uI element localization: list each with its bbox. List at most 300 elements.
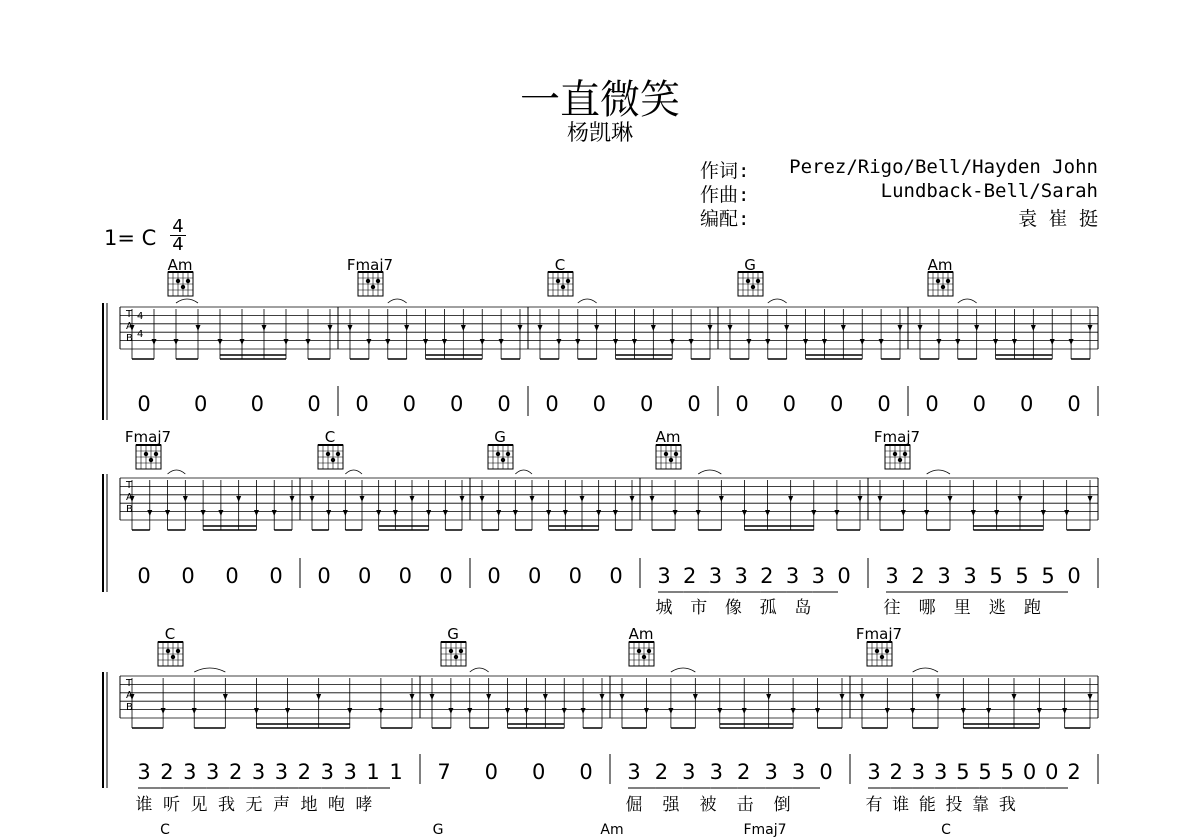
time-signature-bottom: 4 xyxy=(170,235,186,254)
strum-arrow-icon xyxy=(746,339,751,345)
strum-arrow-icon xyxy=(496,510,501,516)
strum-arrow-icon xyxy=(860,339,865,345)
strum-arrow-icon xyxy=(201,510,206,516)
jianpu-note: 3 xyxy=(137,760,151,784)
jianpu-note: 3 xyxy=(963,564,977,588)
strum-arrow-icon xyxy=(218,510,223,516)
strum-arrow-icon xyxy=(788,496,793,502)
strum-arrow-icon xyxy=(834,510,839,516)
jianpu-note: 0 xyxy=(449,392,464,416)
strum-arrow-icon xyxy=(513,510,518,516)
strum-arrow-icon xyxy=(518,325,523,331)
strum-arrow-icon xyxy=(284,339,289,345)
lyric-char: 逃 xyxy=(988,598,1006,618)
finger-dot-icon xyxy=(647,649,651,653)
lyric-char: 能 xyxy=(918,795,936,815)
strum-arrow-icon xyxy=(717,708,722,714)
strum-arrow-icon xyxy=(430,694,435,700)
jianpu-note: 3 xyxy=(251,760,266,784)
strum-arrow-icon xyxy=(1031,325,1036,331)
strum-arrow-icon xyxy=(310,496,315,502)
jianpu-note: 0 xyxy=(1067,564,1081,588)
strum-arrow-icon xyxy=(644,708,649,714)
finger-dot-icon xyxy=(326,452,330,456)
jianpu-note: 0 xyxy=(527,564,542,588)
strum-arrow-icon xyxy=(765,510,770,516)
finger-dot-icon xyxy=(144,452,148,456)
strum-arrow-icon xyxy=(174,339,179,345)
strum-arrow-icon xyxy=(240,339,245,345)
jianpu-note: 2 xyxy=(889,760,903,784)
strum-arrow-icon xyxy=(765,339,770,345)
strum-arrow-icon xyxy=(467,708,472,714)
strum-arrow-icon xyxy=(326,510,331,516)
strum-arrow-icon xyxy=(961,708,966,714)
jianpu-note: 5 xyxy=(989,564,1003,588)
strum-arrow-icon xyxy=(719,496,724,502)
jianpu-note: 5 xyxy=(1000,760,1015,784)
strum-arrow-icon xyxy=(600,694,605,700)
chord-name: C xyxy=(554,256,566,274)
finger-dot-icon xyxy=(454,655,458,659)
chord-name: Fmaj7 xyxy=(346,256,394,274)
strum-arrow-icon xyxy=(404,325,409,331)
jianpu-note: 0 xyxy=(269,564,283,588)
strum-arrow-icon xyxy=(766,694,771,700)
jianpu-note: 2 xyxy=(297,760,312,784)
jianpu-note: 2 xyxy=(911,564,925,588)
tie-arc xyxy=(958,299,977,303)
jianpu-note: 0 xyxy=(837,564,851,588)
strum-arrow-icon xyxy=(223,694,228,700)
jianpu-note: 0 xyxy=(439,564,453,588)
strum-arrow-icon xyxy=(1018,496,1023,502)
finger-dot-icon xyxy=(376,279,380,283)
strum-arrow-icon xyxy=(306,339,311,345)
strum-arrow-icon xyxy=(562,708,567,714)
jianpu-note: 3 xyxy=(933,760,948,784)
jianpu-note: 0 xyxy=(225,564,239,588)
jianpu-note: 0 xyxy=(592,392,607,416)
finger-dot-icon xyxy=(664,452,668,456)
strum-arrow-icon xyxy=(556,339,561,345)
strum-arrow-icon xyxy=(993,339,998,345)
strum-arrow-icon xyxy=(410,496,415,502)
tie-arc xyxy=(927,470,950,474)
tie-arc xyxy=(345,470,362,474)
tie-arc xyxy=(671,668,695,672)
tie-arc xyxy=(388,299,407,303)
finger-dot-icon xyxy=(642,655,646,659)
tab-letter-t: T xyxy=(126,480,133,491)
finger-dot-icon xyxy=(893,452,897,456)
strum-arrow-icon xyxy=(581,708,586,714)
finger-dot-icon xyxy=(501,458,505,462)
jianpu-note: 3 xyxy=(764,760,778,784)
chord-name: G xyxy=(494,428,506,446)
strum-arrow-icon xyxy=(192,708,197,714)
lyric-char: 无 xyxy=(245,795,263,815)
jianpu-note: 0 xyxy=(925,392,939,416)
strum-arrow-icon xyxy=(803,339,808,345)
jianpu-note: 0 xyxy=(484,760,499,784)
strum-arrow-icon xyxy=(742,708,747,714)
jianpu-note: 0 xyxy=(829,392,844,416)
tie-arc xyxy=(578,299,597,303)
jianpu-note: 2 xyxy=(760,564,774,588)
strum-arrow-icon xyxy=(316,694,321,700)
lyric-char: 城 xyxy=(655,598,673,618)
strum-arrow-icon xyxy=(575,339,580,345)
strum-arrow-icon xyxy=(670,339,675,345)
jianpu-note: 3 xyxy=(911,760,926,784)
strum-arrow-icon xyxy=(236,496,241,502)
jianpu-note: 3 xyxy=(791,760,806,784)
jianpu-note: 0 xyxy=(402,392,417,416)
lyric-char: 像 xyxy=(724,598,742,618)
lyric-char: 谁 xyxy=(892,795,910,815)
finger-dot-icon xyxy=(556,279,560,283)
lyric-char: 岛 xyxy=(794,598,812,618)
strum-arrow-icon xyxy=(1041,510,1046,516)
jianpu-note: 3 xyxy=(785,564,800,588)
lyric-char: 里 xyxy=(953,598,971,618)
finger-dot-icon xyxy=(566,279,570,283)
strum-arrow-icon xyxy=(898,325,903,331)
strum-arrow-icon xyxy=(696,510,701,516)
chord-name: C xyxy=(160,822,170,838)
strum-arrow-icon xyxy=(885,708,890,714)
strum-arrow-icon xyxy=(272,510,277,516)
jianpu-note: 5 xyxy=(956,760,970,784)
strum-arrow-icon xyxy=(486,694,491,700)
finger-dot-icon xyxy=(561,285,565,289)
strum-arrow-icon xyxy=(499,339,504,345)
strum-arrow-icon xyxy=(285,708,290,714)
chord-name: Fmaj7 xyxy=(124,428,172,446)
strum-arrow-icon xyxy=(480,339,485,345)
strum-arrow-icon xyxy=(1064,510,1069,516)
strum-arrow-icon xyxy=(948,496,953,502)
strum-arrow-icon xyxy=(668,708,673,714)
strum-arrow-icon xyxy=(994,510,999,516)
jianpu-note: 0 xyxy=(639,392,654,416)
chord-name: C xyxy=(324,428,336,446)
tab-letter-b: B xyxy=(126,333,133,344)
jianpu-note: 0 xyxy=(497,392,511,416)
finger-dot-icon xyxy=(946,279,950,283)
jianpu-note: 3 xyxy=(274,760,289,784)
lyric-char: 孤 xyxy=(759,598,777,618)
strum-arrow-icon xyxy=(262,325,267,331)
finger-dot-icon xyxy=(746,279,750,283)
jianpu-note: 3 xyxy=(867,760,881,784)
strum-arrow-icon xyxy=(328,325,333,331)
strum-arrow-icon xyxy=(538,325,543,331)
strum-arrow-icon xyxy=(1012,339,1017,345)
strum-arrow-icon xyxy=(878,496,883,502)
strum-arrow-icon xyxy=(936,339,941,345)
strum-arrow-icon xyxy=(442,339,447,345)
strum-arrow-icon xyxy=(858,496,863,502)
tie-arc xyxy=(176,299,198,303)
jianpu-note: 0 xyxy=(531,760,546,784)
strum-arrow-icon xyxy=(632,339,637,345)
strum-arrow-icon xyxy=(480,496,485,502)
strum-arrow-icon xyxy=(650,496,655,502)
jianpu-note: 0 xyxy=(357,564,372,588)
chord-name: C xyxy=(164,625,176,643)
strum-arrow-icon xyxy=(1088,496,1093,502)
strum-arrow-icon xyxy=(613,339,618,345)
lyric-char: 倒 xyxy=(773,795,791,815)
strum-arrow-icon xyxy=(860,694,865,700)
lyric-char: 我 xyxy=(217,795,235,815)
jianpu-note: 3 xyxy=(627,760,641,784)
chord-name: Am xyxy=(927,256,953,274)
finger-dot-icon xyxy=(186,279,190,283)
jianpu-note: 0 xyxy=(137,564,151,588)
jianpu-note: 5 xyxy=(1041,564,1055,588)
strum-arrow-icon xyxy=(343,510,348,516)
finger-dot-icon xyxy=(751,285,755,289)
jianpu-note: 2 xyxy=(683,564,697,588)
strum-arrow-icon xyxy=(546,510,551,516)
strum-arrow-icon xyxy=(290,496,295,502)
jianpu-note: 3 xyxy=(320,760,334,784)
strum-arrow-icon xyxy=(613,510,618,516)
lyric-char: 被 xyxy=(699,795,717,815)
tie-arc xyxy=(913,668,938,672)
tab-time-signature-bottom: 4 xyxy=(137,329,144,340)
jianpu-note: 0 xyxy=(609,564,623,588)
jianpu-note: 2 xyxy=(160,760,174,784)
strum-arrow-icon xyxy=(924,510,929,516)
jianpu-note: 2 xyxy=(654,760,669,784)
strum-arrow-icon xyxy=(563,510,568,516)
jianpu-note: 0 xyxy=(687,392,701,416)
finger-dot-icon xyxy=(880,655,884,659)
credit-value: Lundback-Bell/Sarah xyxy=(880,180,1098,202)
jianpu-note: 7 xyxy=(437,760,451,784)
jianpu-note: 3 xyxy=(811,564,825,588)
lyric-char: 哮 xyxy=(355,795,373,815)
strum-arrow-icon xyxy=(728,325,733,331)
jianpu-note: 0 xyxy=(181,564,195,588)
jianpu-note: 3 xyxy=(937,564,951,588)
lyric-char: 见 xyxy=(190,795,208,815)
finger-dot-icon xyxy=(149,458,153,462)
jianpu-note: 3 xyxy=(343,760,357,784)
strum-arrow-icon xyxy=(1062,708,1067,714)
strum-arrow-icon xyxy=(1088,325,1093,331)
lyric-char: 市 xyxy=(690,598,708,618)
lyric-char: 往 xyxy=(883,598,901,618)
jianpu-note: 1 xyxy=(389,760,403,784)
jianpu-note: 0 xyxy=(355,392,369,416)
finger-dot-icon xyxy=(936,279,940,283)
finger-dot-icon xyxy=(496,452,500,456)
strum-arrow-icon xyxy=(708,325,713,331)
strum-arrow-icon xyxy=(505,708,510,714)
tab-letter-a: A xyxy=(126,321,133,332)
finger-dot-icon xyxy=(176,279,180,283)
tie-arc xyxy=(168,470,186,474)
tie-arc xyxy=(194,668,225,672)
finger-dot-icon xyxy=(459,649,463,653)
strum-arrow-icon xyxy=(530,496,535,502)
jianpu-note: 0 xyxy=(487,564,501,588)
finger-dot-icon xyxy=(331,458,335,462)
chord-name: Fmaj7 xyxy=(855,625,903,643)
finger-dot-icon xyxy=(885,649,889,653)
chord-name: G xyxy=(744,256,756,274)
jianpu-note: 0 xyxy=(545,392,559,416)
tie-arc xyxy=(698,470,721,474)
tab-letter-t: T xyxy=(126,309,133,320)
finger-dot-icon xyxy=(371,285,375,289)
chord-name: G xyxy=(447,625,459,643)
strum-arrow-icon xyxy=(366,339,371,345)
finger-dot-icon xyxy=(669,458,673,462)
tab-letter-a: A xyxy=(126,492,133,503)
credit-label: 编配: xyxy=(700,208,750,230)
strum-arrow-icon xyxy=(348,325,353,331)
strum-arrow-icon xyxy=(1050,339,1055,345)
chord-name: Am xyxy=(600,822,624,838)
jianpu-note: 3 xyxy=(885,564,899,588)
jianpu-note: 0 xyxy=(307,392,321,416)
strum-arrow-icon xyxy=(378,708,383,714)
strum-arrow-icon xyxy=(393,510,398,516)
jianpu-note: 0 xyxy=(398,564,413,588)
strum-arrow-icon xyxy=(183,496,188,502)
strum-arrow-icon xyxy=(360,496,365,502)
finger-dot-icon xyxy=(366,279,370,283)
strum-arrow-icon xyxy=(448,708,453,714)
jianpu-note: 0 xyxy=(1067,392,1081,416)
strum-arrow-icon xyxy=(784,325,789,331)
finger-dot-icon xyxy=(637,649,641,653)
credit-label: 作词: xyxy=(700,160,750,182)
finger-dot-icon xyxy=(336,452,340,456)
strum-arrow-icon xyxy=(955,339,960,345)
credit-value: Perez/Rigo/Bell/Hayden John xyxy=(789,156,1098,178)
lyric-char: 靠 xyxy=(972,795,990,815)
lyric-char: 哪 xyxy=(918,598,936,618)
strum-arrow-icon xyxy=(974,325,979,331)
jianpu-note: 0 xyxy=(735,392,749,416)
strum-arrow-icon xyxy=(423,339,428,345)
chord-name: Fmaj7 xyxy=(873,428,921,446)
strum-arrow-icon xyxy=(147,510,152,516)
strum-arrow-icon xyxy=(673,510,678,516)
chord-name: G xyxy=(432,822,444,838)
jianpu-note: 5 xyxy=(1015,564,1029,588)
lyric-char: 强 xyxy=(662,795,680,815)
strum-arrow-icon xyxy=(811,510,816,516)
strum-arrow-icon xyxy=(918,325,923,331)
strum-arrow-icon xyxy=(630,496,635,502)
finger-dot-icon xyxy=(166,649,170,653)
chord-name: Am xyxy=(167,256,193,274)
strum-arrow-icon xyxy=(689,339,694,345)
strum-arrow-icon xyxy=(1037,708,1042,714)
strum-arrow-icon xyxy=(254,708,259,714)
strum-arrow-icon xyxy=(901,510,906,516)
strum-arrow-icon xyxy=(196,325,201,331)
lyric-char: 听 xyxy=(162,795,180,815)
jianpu-note: 0 xyxy=(568,564,583,588)
jianpu-note: 0 xyxy=(250,392,265,416)
strum-arrow-icon xyxy=(161,708,166,714)
jianpu-note: 2 xyxy=(1067,760,1081,784)
jianpu-note: 0 xyxy=(137,392,151,416)
strum-arrow-icon xyxy=(385,339,390,345)
lyric-char: 我 xyxy=(998,795,1016,815)
lyric-char: 声 xyxy=(272,795,290,815)
finger-dot-icon xyxy=(875,649,879,653)
strum-arrow-icon xyxy=(971,510,976,516)
tab-letter-t: T xyxy=(126,678,133,689)
lyric-char: 击 xyxy=(736,795,754,815)
jianpu-note: 2 xyxy=(737,760,751,784)
strum-arrow-icon xyxy=(461,325,466,331)
song-title: 一直微笑 xyxy=(520,77,680,123)
strum-arrow-icon xyxy=(524,708,529,714)
jianpu-note: 3 xyxy=(734,564,748,588)
tie-arc xyxy=(470,668,489,672)
lyric-char: 有 xyxy=(865,795,883,815)
jianpu-note: 0 xyxy=(819,760,833,784)
strum-arrow-icon xyxy=(347,708,352,714)
strum-arrow-icon xyxy=(791,708,796,714)
credit-label: 作曲: xyxy=(700,184,750,206)
strum-arrow-icon xyxy=(410,694,415,700)
lyric-char: 咆 xyxy=(327,795,345,815)
jianpu-note: 0 xyxy=(1045,760,1059,784)
jianpu-note: 5 xyxy=(978,760,992,784)
jianpu-note: 0 xyxy=(877,392,891,416)
strum-arrow-icon xyxy=(152,339,157,345)
jianpu-note: 3 xyxy=(206,760,220,784)
chord-name: Am xyxy=(655,428,681,446)
jianpu-note: 3 xyxy=(709,760,723,784)
key-signature: 1= C xyxy=(104,226,157,250)
chord-name: Fmaj7 xyxy=(743,822,787,838)
finger-dot-icon xyxy=(171,655,175,659)
strum-arrow-icon xyxy=(841,325,846,331)
finger-dot-icon xyxy=(756,279,760,283)
chord-name: C xyxy=(941,822,951,838)
jianpu-note: 1 xyxy=(366,760,380,784)
strum-arrow-icon xyxy=(165,510,170,516)
jianpu-note: 3 xyxy=(657,564,671,588)
jianpu-note: 0 xyxy=(193,392,208,416)
finger-dot-icon xyxy=(898,458,902,462)
strum-arrow-icon xyxy=(376,510,381,516)
tie-arc xyxy=(515,470,532,474)
time-signature-top: 4 xyxy=(172,216,184,237)
lyric-char: 倔 xyxy=(625,795,643,815)
lyric-char: 投 xyxy=(945,795,963,815)
finger-dot-icon xyxy=(154,452,158,456)
finger-dot-icon xyxy=(181,285,185,289)
strum-arrow-icon xyxy=(742,510,747,516)
tab-letter-b: B xyxy=(126,504,133,515)
strum-arrow-icon xyxy=(443,510,448,516)
jianpu-note: 0 xyxy=(1019,392,1034,416)
